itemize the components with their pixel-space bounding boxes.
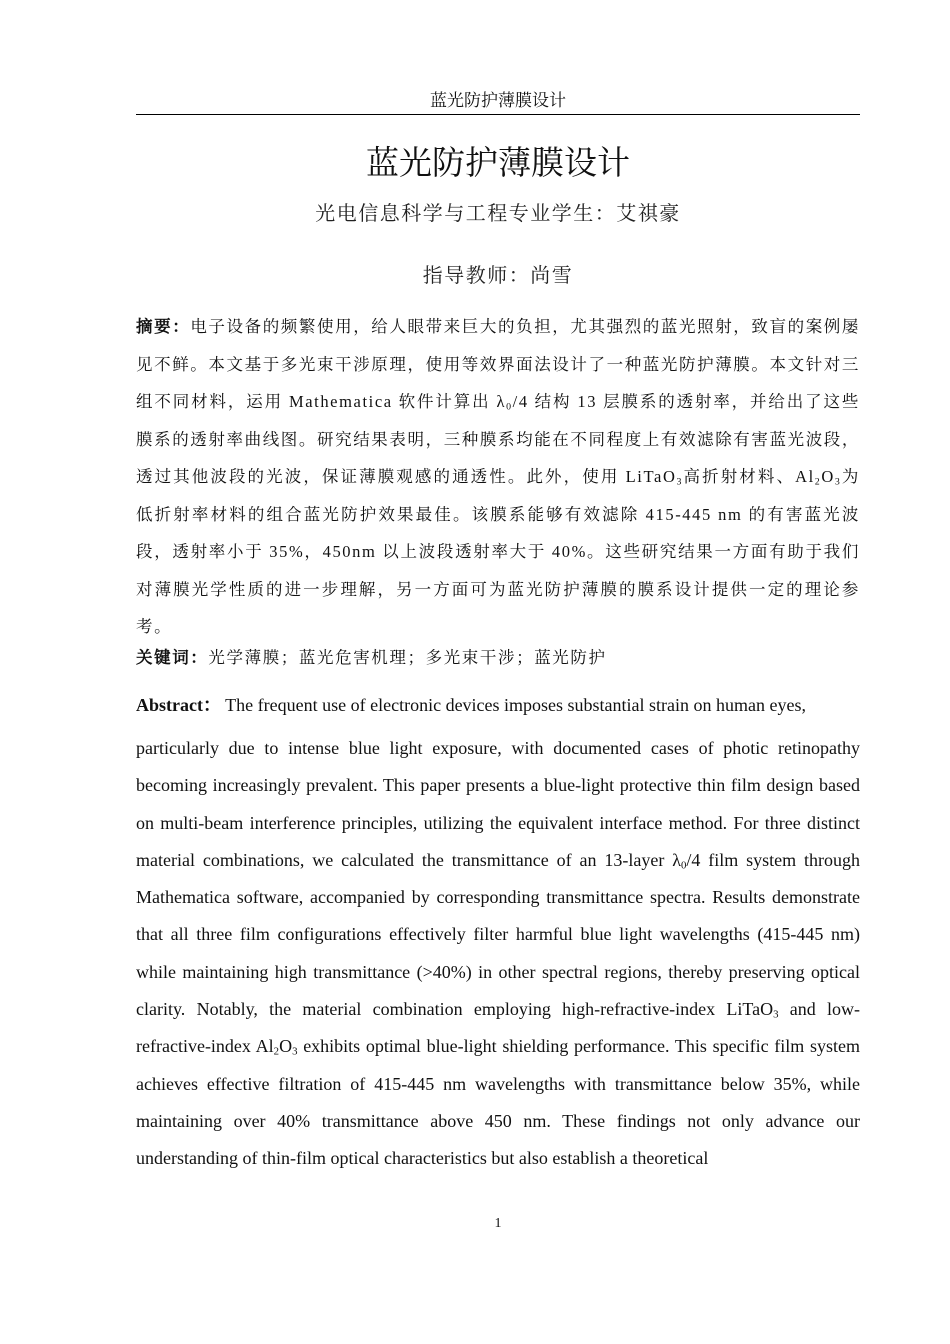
english-abstract: [136, 690, 860, 1178]
english-abstract-first-line: [136, 690, 860, 720]
english-abstract-label: Abstract：: [136, 695, 221, 715]
subscript: 3: [834, 476, 842, 488]
subscript: 3: [773, 1008, 779, 1021]
english-abstract-first-text: The frequent use of electronic devices imposes substantial strain on human eyes,: [225, 695, 806, 715]
paper-title: 蓝光防护薄膜设计: [366, 143, 630, 182]
chinese-abstract-text-4: O: [821, 467, 835, 486]
subscript: 0: [506, 401, 513, 413]
chinese-abstract-text-3: 高折射材料、Al: [683, 467, 815, 486]
chinese-abstract-text-1: 电子设备的频繁使用，给人眼带来巨大的负担，尤其强烈的蓝光照射，致盲的案例屡见不鲜。本文基于多光束干涉原理，使用等效界面法设计了一种蓝光防护薄膜。本文针对三组不同材料，运用 Mathematica 软件计算出 λ: [136, 317, 861, 411]
keywords-label: 关键词：: [136, 648, 209, 667]
author-line: 光电信息科学与工程专业学生：艾祺豪: [315, 201, 681, 225]
chinese-abstract-text-2: /4 结构 13 层膜系的透射率，并给出了这些膜系的透射率曲线图。研究结果表明，三种膜系均能在不同程度上有效滤除有害蓝光波段，透过其他波段的光波，保证薄膜观感的通透性。此外，使用 LiTaO: [136, 392, 860, 486]
english-abstract-text-5: exhibits optimal blue-light shielding performance. This specific film system achieves effective filtration of 415-445 nm wavelengths with transmittance below 35%, while maintaining over 40% transmittance above 450 nm. These findings not only advance our understanding of thin-film optical characteristics but also establish a theoretical: [136, 1036, 860, 1169]
chinese-keywords: [136, 643, 860, 673]
subscript: 3: [292, 1046, 298, 1059]
header-rule: [136, 114, 860, 115]
english-abstract-text-1: particularly due to intense blue light exposure, with documented cases of photic retinopathy becoming increasingly prevalent. This paper presents a blue-light protective thin film design based on multi-beam interference principles, utilizing the equivalent interface method. For three distinct material combinations, we calculated the transmittance of an 13-layer λ: [136, 738, 860, 870]
subscript: 0: [680, 859, 687, 872]
advisor-line: 指导教师：尚雪: [422, 263, 574, 287]
chinese-abstract: [136, 308, 860, 646]
english-abstract-text-4: O: [279, 1036, 293, 1057]
page-number: 1: [494, 1216, 502, 1231]
keywords-text: 光学薄膜；蓝光危害机理；多光束干涉；蓝光防护: [208, 648, 607, 667]
running-header: 蓝光防护薄膜设计: [430, 91, 566, 110]
english-abstract-text-2: /4 film system through Mathematica software, accompanied by corresponding transmittance spectra. Results demonstrate that all three film configurations effectively filter harmful blue light wavelengths (415-445 nm) while maintaining high transmittance (>40%) in other spectral regions, thereby preserving optical clarity. Notably, the material combination employing high-refractive-index LiTaO: [136, 849, 860, 1020]
chinese-abstract-label: 摘要：: [136, 317, 191, 336]
chinese-abstract-text-5: 为低折射率材料的组合蓝光防护效果最佳。该膜系能够有效滤除 415-445 nm 的有害蓝光波段，透射率小于 35%，450nm 以上波段透射率大于 40%。这些研究结果一方面有助于我们对薄膜光学性质的进一步理解，另一方面可为蓝光防护薄膜的膜系设计提供一定的理论参考。: [136, 467, 860, 636]
subscript: 2: [273, 1046, 280, 1059]
subscript: 3: [676, 476, 684, 488]
subscript: 2: [814, 476, 822, 488]
english-abstract-text-3: and low-refractive-index Al: [136, 999, 861, 1057]
